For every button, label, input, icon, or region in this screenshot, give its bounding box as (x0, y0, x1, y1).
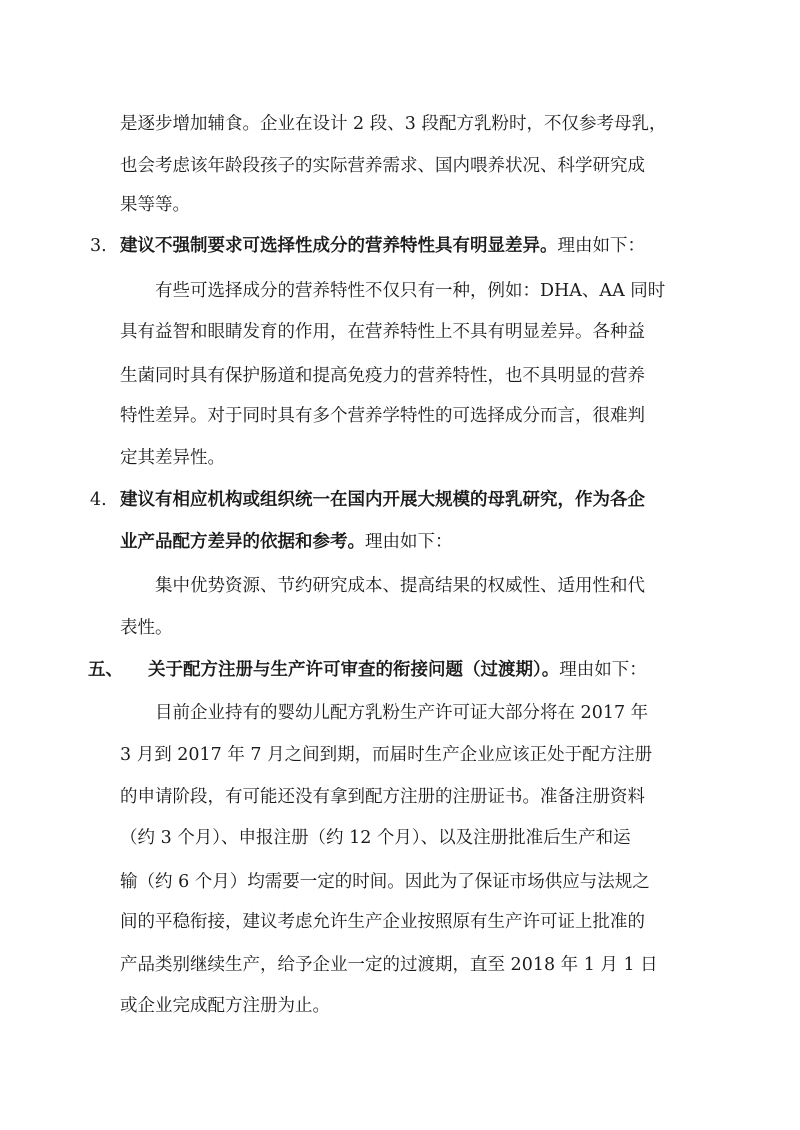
item-4-bold-text: 业产品配方差异的依据和参考。 (120, 532, 365, 552)
item-3-heading (120, 236, 645, 256)
paragraph-line: 有些可选择成分的营养特性不仅只有一种，例如：DHA、AA 同时 (155, 281, 666, 301)
item-3-bold-text: 建议不强制要求可选择性成分的营养特性具有明显差异。 (120, 236, 558, 256)
paragraph-line: 也会考虑该年龄段孩子的实际营养需求、国内喂养状况、科学研究成 (120, 156, 645, 176)
paragraph-line: 或企业完成配方注册为止。 (120, 996, 330, 1016)
item-4-heading-line-1: 建议有相应机构或组织统一在国内开展大规模的母乳研究，作为各企 (120, 490, 645, 510)
paragraph-line: 3 月到 2017 年 7 月之间到期，而届时生产企业应该正处于配方注册 (120, 745, 653, 765)
item-4-tail-text: 理由如下： (365, 532, 453, 552)
item-3-tail-text: 理由如下： (557, 236, 645, 256)
paragraph-line: 具有益智和眼睛发育的作用，在营养特性上不具有明显差异。各种益 (120, 322, 645, 342)
section-5-number: 五、 (88, 660, 123, 680)
paragraph-line: 输（约 6 个月）均需要一定的时间。因此为了保证市场供应与法规之 (120, 872, 650, 892)
item-4-heading-line-2 (120, 532, 453, 552)
section-5-bold-text: 关于配方注册与生产许可审查的衔接问题（过渡期）。 (148, 660, 560, 680)
item-4-number: 4. (90, 490, 107, 510)
paragraph-line: 是逐步增加辅食。企业在设计 2 段、3 段配方乳粉时，不仅参考母乳， (120, 114, 667, 134)
paragraph-line: 产品类别继续生产，给予企业一定的过渡期，直至 2018 年 1 月 1 日 (120, 955, 658, 975)
paragraph-line: 定其差异性。 (120, 448, 225, 468)
paragraph-line: （约 3 个月）、申报注册（约 12 个月）、以及注册批准后生产和运 (120, 828, 631, 848)
paragraph-line: 生菌同时具有保护肠道和提高免疫力的营养特性，也不具明显的营养 (120, 366, 645, 386)
paragraph-line: 的申请阶段，有可能还没有拿到配方注册的注册证书。准备注册资料 (120, 787, 645, 807)
section-5-tail-text: 理由如下： (559, 660, 647, 680)
paragraph-line: 果等等。 (120, 195, 190, 215)
item-3-number: 3. (90, 236, 107, 256)
paragraph-line: 表性。 (120, 618, 173, 638)
paragraph-line: 间的平稳衔接，建议考虑允许生产企业按照原有生产许可证上批准的 (120, 912, 645, 932)
paragraph-line: 目前企业持有的婴幼儿配方乳粉生产许可证大部分将在 2017 年 (155, 703, 649, 723)
section-5-heading (148, 660, 647, 680)
paragraph-line: 特性差异。对于同时具有多个营养学特性的可选择成分而言，很难判 (120, 406, 645, 426)
paragraph-line: 集中优势资源、节约研究成本、提高结果的权威性、适用性和代 (155, 576, 645, 596)
